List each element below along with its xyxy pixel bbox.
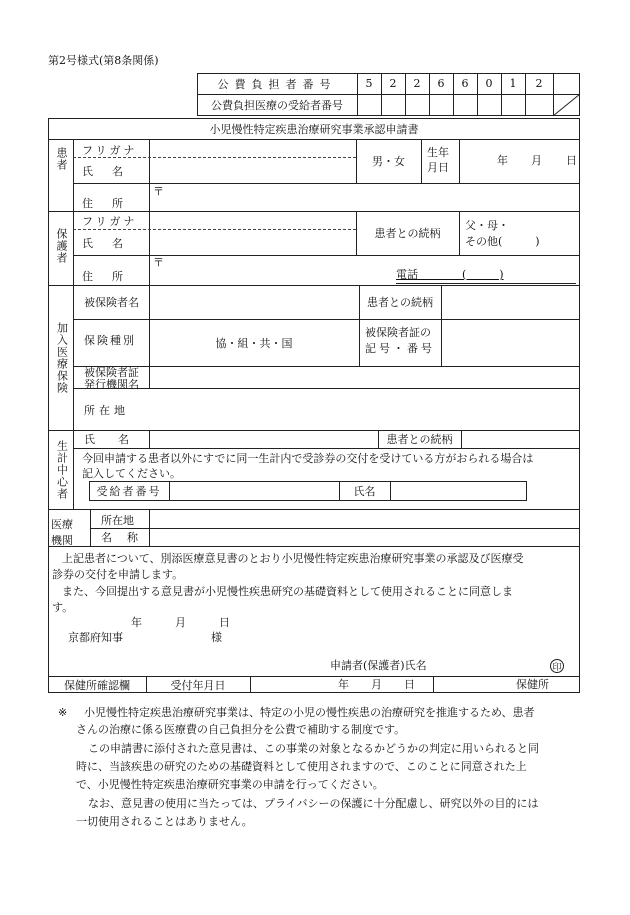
medical-section-label: 機関 (51, 534, 73, 547)
declaration-text: 上記患者について、別添医療意見書のとおり小児慢性特定疾患治療研究事業の承認及び医療受 (62, 552, 524, 565)
burden-digit: 2 (389, 77, 397, 90)
guardian-address-label: 住 所 (82, 270, 127, 283)
note-text: 時に、当該疾患の研究のための基礎資料として使用されますので、このことに同意された上 (76, 760, 527, 773)
household-note: 記入してください。 (82, 467, 181, 480)
burden-number-label: 公費負担者番号 (217, 77, 337, 91)
patient-name-input[interactable] (152, 160, 352, 180)
guardian-furigana-input[interactable] (152, 214, 352, 227)
governor-label: 京都府知事 (68, 631, 123, 644)
insured-name-label: 被保険者名 (84, 296, 139, 309)
household-recipient-number-input[interactable] (171, 483, 336, 499)
household-relation-input[interactable] (463, 432, 576, 446)
insurance-type-options[interactable]: 協・組・共・国 (215, 336, 293, 350)
card-number-label: 被保険者証の (365, 326, 431, 339)
declaration-text: す。 (52, 601, 74, 614)
patient-address-input[interactable] (165, 186, 575, 208)
recipient-number-label: 公費負担医療の受給者番号 (211, 99, 343, 112)
health-center-confirm-label: 保健所確認欄 (64, 678, 130, 692)
guardian-name-label: 氏 名 (82, 237, 127, 250)
birth-label: 生年 (427, 146, 449, 159)
issuer-label: 発行機関名 (84, 378, 139, 391)
note-text: で、小児慢性特定疾患治療研究事業の申請を行ってください。 (76, 778, 384, 791)
note-text: なお、意見書の使用に当たっては、プライバシーの保護に十分配慮し、研究以外の目的には (88, 797, 539, 810)
household-section-label: 生計中心者 (55, 440, 69, 500)
declaration-text: 診券の交付を申請します。 (52, 568, 184, 581)
insured-relation-input[interactable] (444, 290, 576, 312)
sex-select[interactable]: 男・女 (372, 155, 405, 168)
issuer-location-input[interactable] (152, 392, 572, 426)
insurance-section-label: 加入医療保険 (55, 322, 69, 394)
household-note: 今回申請する患者以外にすでに同一生計内で受診券の交付を受けている方がおられる場合は (82, 452, 534, 465)
birth-day-label: 日 (566, 154, 577, 167)
burden-digit: 2 (413, 77, 421, 90)
card-number-input[interactable] (444, 323, 576, 361)
issuer-name-input[interactable] (152, 369, 572, 386)
guardian-name-input[interactable] (152, 232, 352, 252)
birth-year-label: 年 (497, 154, 508, 167)
form-number: 第2号様式(第8条関係) (48, 54, 159, 67)
patient-address-label: 住 所 (82, 197, 127, 210)
recipient-name-input[interactable] (392, 483, 524, 499)
patient-furigana-label: フリガナ (82, 144, 138, 157)
card-number-label: 記号・番号 (365, 342, 435, 355)
insured-name-input[interactable] (152, 290, 352, 312)
guardian-postal-mark: 〒 (153, 256, 164, 269)
recipient-number-label: 受給者番号 (96, 485, 162, 498)
note-text: さんの治療に係る医療費の自己負担分を公費で補助する制度です。 (76, 723, 406, 736)
medical-section-label: 医療 (51, 518, 73, 531)
household-name-input[interactable] (152, 432, 372, 446)
burden-digit: 5 (365, 77, 373, 90)
seal-mark: 印 (550, 659, 564, 673)
note-text: 一切使用されることはありません。 (76, 815, 253, 828)
form-title: 小児慢性特定疾患治療研究事業承認申請書 (209, 122, 419, 136)
guardian-section-label: 保護者 (55, 228, 68, 264)
application-date[interactable]: 年 月 日 (131, 616, 230, 629)
household-relation-label: 患者との続柄 (386, 433, 453, 446)
guardian-relation-other[interactable]: その他( ) (465, 235, 540, 248)
health-center-label: 保健所 (516, 678, 549, 691)
household-name-label: 氏 名 (84, 433, 135, 446)
guardian-relation-options[interactable]: 父・母・ (465, 219, 509, 232)
guardian-address-input[interactable] (165, 257, 385, 281)
issuer-label: 被保険者証 (84, 366, 139, 379)
note-text: この申請書に添付された意見書は、この事業の対象となるかどうかの判定に用いられると同 (88, 742, 539, 755)
guardian-phone[interactable]: 電話 ( ) (396, 268, 504, 281)
birth-label: 月日 (427, 161, 449, 174)
patient-furigana-input[interactable] (152, 142, 352, 155)
issuer-location-label: 所在地 (84, 404, 129, 417)
burden-digit: 6 (437, 77, 445, 90)
medical-name-label: 名 称 (101, 531, 140, 544)
applicant-name-label: 申請者(保護者)氏名 (330, 659, 427, 672)
applicant-name-input[interactable] (440, 656, 540, 672)
birth-month-label: 月 (531, 154, 542, 167)
burden-digit: 0 (485, 77, 493, 90)
guardian-furigana-label: フリガナ (82, 215, 138, 228)
received-date-value: 年 月 日 (338, 678, 415, 691)
recipient-number-input[interactable] (359, 96, 551, 114)
guardian-relation-label: 患者との続柄 (374, 227, 441, 240)
recipient-name-label: 氏名 (353, 485, 376, 498)
patient-name-label: 氏 名 (82, 165, 127, 178)
burden-digit: 1 (509, 77, 517, 90)
insurance-type-label: 保険種別 (84, 334, 136, 347)
medical-location-label: 所在地 (101, 514, 134, 527)
note-text: 小児慢性特定疾患治療研究事業は、特定の小児の慢性疾患の治療研究を推進するため、患者 (84, 706, 535, 719)
patient-postal-mark: 〒 (153, 185, 164, 198)
burden-digit: 2 (535, 77, 543, 90)
medical-name-input[interactable] (152, 530, 572, 544)
burden-digit: 6 (461, 77, 469, 90)
medical-location-input[interactable] (152, 511, 572, 526)
patient-section-label: 患者 (55, 147, 68, 171)
diagonal-slash (553, 94, 580, 116)
sama-label: 様 (211, 631, 222, 644)
insured-relation-label: 患者との続柄 (367, 296, 433, 309)
declaration-text: また、今回提出する意見書が小児慢性疾患研究の基礎資料として使用されることに同意しま (62, 585, 513, 598)
received-date-label: 受付年月日 (170, 678, 226, 692)
note-mark: ※ (58, 706, 68, 719)
